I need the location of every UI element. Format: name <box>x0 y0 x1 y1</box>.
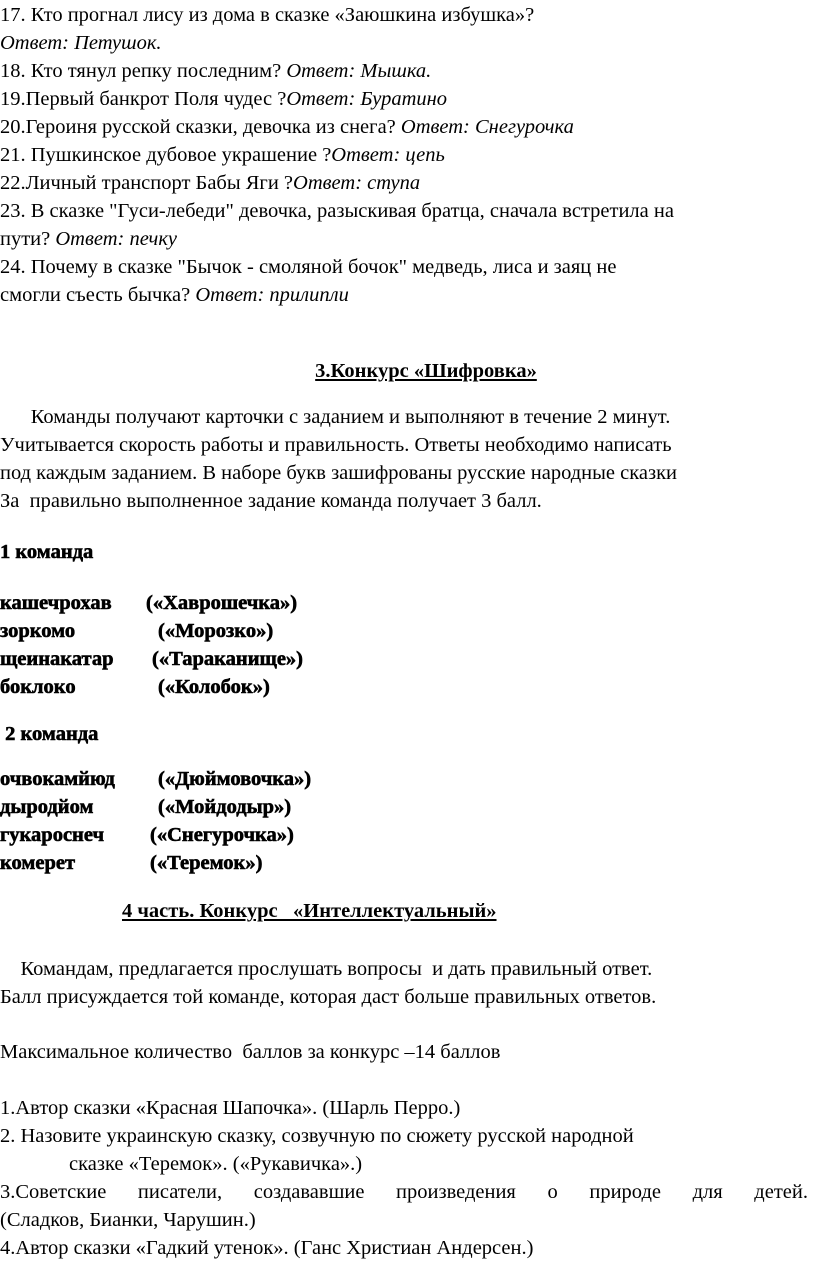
quiz-question-23: 23. В сказке "Гуси-лебеди" девочка, разыскивая братца, сначала встретила на <box>0 200 674 222</box>
team-2-answer-3: («Снегурочка») <box>150 824 294 846</box>
quiz-question-22: 22.Личный транспорт Бабы Яги ?Ответ: ступа <box>0 172 421 194</box>
team-1-label: 1 команда <box>0 541 94 563</box>
section-4-question-2-cont: сказке «Теремок». («Рукавичка».) <box>69 1153 363 1175</box>
section-3-para-1: Команды получают карточки с заданием и выполняют в течение 2 минут. <box>0 406 671 428</box>
team-1-answer-3: («Тараканище») <box>152 648 303 670</box>
quiz-answer-24: Ответ: прилипли <box>195 284 349 306</box>
quiz-answer-17: Ответ: Петушок. <box>0 32 162 54</box>
quiz-answer-22: Ответ: ступа <box>293 172 421 194</box>
team-2-label: 2 команда <box>0 723 99 745</box>
section-3-para-2: Учитывается скорость работы и правильность. Ответы необходимо написать <box>0 434 672 456</box>
quiz-answer-18: Ответ: Мышка. <box>286 60 432 82</box>
team-2-answer-4: («Теремок») <box>150 852 263 874</box>
team-1-cipher-1: кашечрохав <box>0 592 112 614</box>
quiz-question-17: 17. Кто прогнал лису из дома в сказке «Заюшкина избушка»? <box>0 4 535 26</box>
quiz-answer-21: Ответ: цепь <box>331 144 445 166</box>
section-3-para-3: под каждым заданием. В наборе букв зашифрованы русские народные сказки <box>0 462 678 484</box>
quiz-question-20: 20.Героиня русской сказки, девочка из снега? Ответ: Снегурочка <box>0 116 574 138</box>
team-1-answer-4: («Колобок») <box>158 676 270 698</box>
quiz-answer-23: Ответ: печку <box>55 228 178 250</box>
team-1-cipher-2: зоркомо <box>0 620 76 642</box>
team-2-cipher-1: очвокамйюд <box>0 768 115 790</box>
section-3-title: 3.Конкурс «Шифровка» <box>315 360 537 382</box>
team-1-answer-2: («Морозко») <box>158 620 274 642</box>
quiz-question-24: 24. Почему в сказке "Бычок - смоляной бочок" медведь, лиса и заяц не <box>0 256 617 278</box>
section-4-max-points: Максимальное количество баллов за конкурс –14 баллов <box>0 1041 501 1063</box>
team-2-answer-2: («Мойдодыр») <box>158 796 292 818</box>
team-1-cipher-4: боклоко <box>0 676 76 698</box>
team-2-cipher-3: гукароснеч <box>0 824 105 846</box>
team-1-cipher-3: щеинакатар <box>0 648 114 670</box>
team-2-cipher-2: дыродйом <box>0 796 94 818</box>
section-3-para-4: За правильно выполненное задание команда получает 3 балл. <box>0 490 542 512</box>
section-4-question-3-cont: (Сладков, Бианки, Чарушин.) <box>0 1209 256 1231</box>
quiz-question-18: 18. Кто тянул репку последним? Ответ: Мышка. <box>0 60 432 82</box>
quiz-question-19: 19.Первый банкрот Поля чудес ?Ответ: Буратино <box>0 88 448 110</box>
section-4-para-2: Балл присуждается той команде, которая даст больше правильных ответов. <box>0 986 657 1008</box>
team-2-answer-1: («Дюймовочка») <box>158 768 312 790</box>
quiz-answer-19: Ответ: Буратино <box>286 88 448 110</box>
quiz-answer-20: Ответ: Снегурочка <box>400 116 574 138</box>
section-4-question-1: 1.Автор сказки «Красная Шапочка». (Шарль Перро.) <box>0 1097 461 1119</box>
section-4-question-3: 3.Советские писатели, создававшие произведения о природе для детей. <box>0 1181 808 1203</box>
quiz-question-21: 21. Пушкинское дубовое украшение ?Ответ: цепь <box>0 144 445 166</box>
team-1-answer-1: («Хаврошечка») <box>146 592 298 614</box>
quiz-question-23-cont: пути? Ответ: печку <box>0 228 178 250</box>
section-4-question-4: 4.Автор сказки «Гадкий утенок». (Ганс Христиан Андерсен.) <box>0 1237 534 1259</box>
section-4-title: 4 часть. Конкурс «Интеллектуальный» <box>122 900 497 922</box>
section-4-question-2: 2. Назовите украинскую сказку, созвучную по сюжету русской народной <box>0 1125 634 1147</box>
quiz-question-24-cont: смогли съесть бычка? Ответ: прилипли <box>0 284 349 306</box>
team-2-cipher-4: комерет <box>0 852 76 874</box>
section-4-para-1: Командам, предлагается прослушать вопросы и дать правильный ответ. <box>0 958 653 980</box>
